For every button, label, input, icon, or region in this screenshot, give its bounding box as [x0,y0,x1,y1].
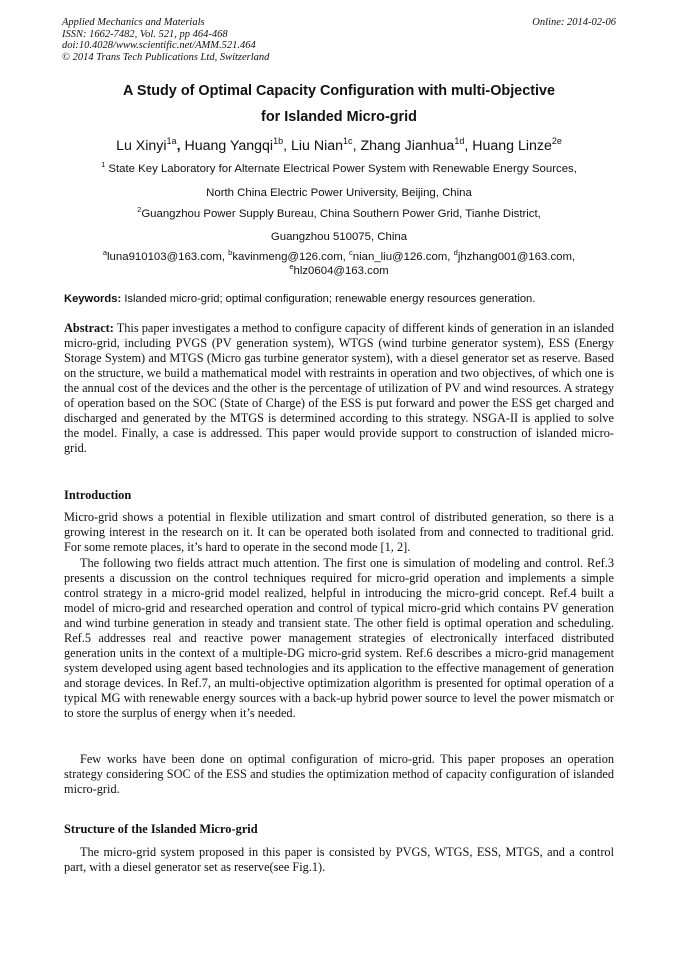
email-address: kavinmeng@126.com, [232,251,346,263]
email-mark: e [289,262,294,271]
email-line-1 [20,248,658,263]
journal-doi: doi:10.4028/www.scientific.net/AMM.521.464 [62,40,256,52]
affiliation-number: 2 [137,205,142,214]
journal-header [62,17,269,63]
email-address: jhzhang001@163.com, [457,251,576,263]
email-address: hlz0604@163.com [293,265,389,277]
email-line-2 [20,262,658,277]
email-mark: d [453,248,458,257]
online-date: Online: 2014-02-06 [532,17,616,28]
author-affiliation-mark: 1d [454,136,465,146]
author-affiliation-mark: 1c [343,136,353,146]
author-name: Zhang Jianhua [360,138,455,154]
introduction-paragraph-2: The following two fields attract much attention. The first one is simulation of modeling and control. Ref.3 presents a discussion on the control techniques required for micro-grid operation and implements a simple control strategy in a micro-grid model realized, helpful in introducing the micro-grid concept. Ref.4 built a model of micro-grid and researched operation and control of typical micro-grid which contains PV generation and wind turbine generation in steady and transient state. The other field is optimal operation and scheduling. Ref.5 addresses real and reactive power management strategies of electronically interfaced distributed generation units in the context of a multiple-DG micro-grid system. Ref.6 describes a micro-grid management system developed using agent based technologies and its application to the effective management of generation and storage devices. In Ref.7, an multi-objective optimization algorithm is presented for optimal operation of a typical MG with renewable energy sources with a back-up hybrid power source to level the power mismatch or to store the surplus of energy when it’s needed. [64,556,614,721]
email-address: luna910103@163.com, [107,251,225,263]
section-heading-introduction: Introduction [64,488,132,502]
author-affiliation-mark: 1b [273,136,284,146]
affiliation-text: Guangzhou Power Supply Bureau, China Southern Power Grid, Tianhe District, [141,208,541,220]
structure-paragraph-1: The micro-grid system proposed in this paper is consisted by PVGS, WTGS, ESS, MTGS, and a control part, with a diesel generator set as reserve(see Fig.1). [64,845,614,875]
journal-issn: ISSN: 1662-7482, Vol. 521, pp 464-468 [62,28,228,40]
email-mark: c [349,248,353,257]
author-name: Huang Yangqi [184,138,274,154]
introduction-paragraph-1: Micro-grid shows a potential in flexible utilization and smart control of distributed generation, so there is a growing interest in the research on it. It can be operated both isolated from and connected to traditional grid. For some remote places, it’s hard to operate in the second mode [1, 2]. [64,510,614,555]
abstract-text: This paper investigates a method to configure capacity of different kinds of generation in an islanded micro-grid, including PVGS (PV generation system), WTGS (wind turbine generator system), ESS (Energy Storage System) and MTGS (Micro gas turbine generator system), with a diesel generator set as reserve. Based on the structure, we build a mathematical model with restraints in operation and two objectives, of which one is the annual cost of the devices and the other is the percentage of utilization of PV and wind resources. A strategy of operation based on the SOC (State of Charge) of the ESS is put forward and power the ESS get charged and discharged and generated by the MTGS is determined according to this strategy. NSGA-II is applied to solve the model. Finally, a case is addressed. This paper would provide support to construction of islanded micro-grid. [64,321,614,456]
author-name: Huang Linze [472,138,552,154]
keywords-label: Keywords: [64,293,122,305]
author-affiliation-mark: 1a [166,136,177,146]
email-mark: a [102,248,108,257]
email-mark: b [228,248,233,257]
affiliation-1-line-1 [20,160,658,175]
author-list: Lu Xinyi$^{1a}$, Huang Yangqi$^{1b}$, Liu Nian$^{1c}$, Zhang Jianhua$^{1d}$, Huang Linze$^{2e}$ [116,136,562,154]
affiliation-number: 1 [101,160,106,169]
affiliation-text: State Key Laboratory for Alternate Electrical Power System with Renewable Energy Sources, [108,163,577,175]
author-name: Liu Nian [290,138,344,154]
section-heading-structure: Structure of the Islanded Micro-grid [64,822,258,836]
keywords-text: Islanded micro-grid; optimal configuration; renewable energy resources generation. [124,293,536,305]
affiliation-2-line-1 [20,205,658,220]
author-affiliation-mark: 2e [551,136,562,146]
abstract-label: Abstract: [64,321,114,335]
email-address: nian_liu@126.com, [352,251,451,263]
journal-name: Applied Mechanics and Materials [62,17,205,28]
abstract [64,321,614,456]
affiliation-2-line-2: Guangzhou 510075, China [270,231,408,243]
introduction-paragraph-3: Few works have been done on optimal configuration of micro-grid. This paper proposes an operation strategy considering SOC of the ESS and studies the optimization method of capacity configuration of islanded micro-grid. [64,752,614,797]
paper-title-line-1: A Study of Optimal Capacity Configuration with multi-Objective [122,83,555,99]
affiliation-1-line-2: North China Electric Power University, Beijing, China [206,187,472,199]
author-name: Lu Xinyi [116,138,167,154]
journal-copyright: © 2014 Trans Tech Publications Ltd, Switzerland [62,51,270,63]
paper-title-line-2: for Islanded Micro-grid [261,109,417,125]
keywords [64,293,535,305]
